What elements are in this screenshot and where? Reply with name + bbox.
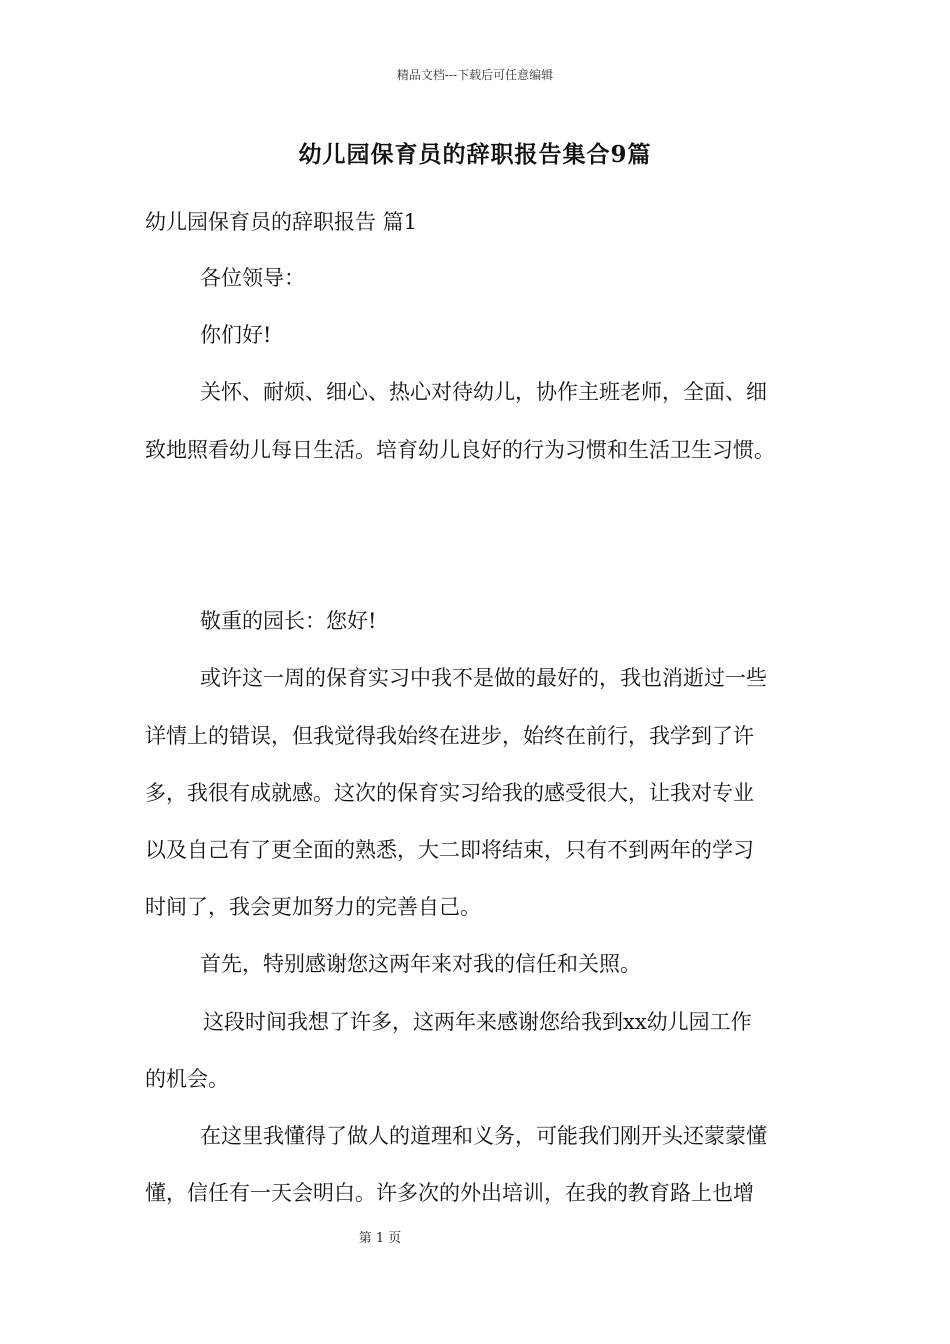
paragraph-line: 致地照看幼儿每日生活。培育幼儿良好的行为习惯和生活卫生习惯。 <box>145 438 775 462</box>
page-header: 精品文档---下载后可任意编辑 <box>396 68 554 82</box>
section-heading: 幼儿园保育员的辞职报告 篇1 <box>145 210 418 234</box>
paragraph-line: 各位领导： <box>200 266 305 290</box>
paragraph-line: 这段时间我想了许多，这两年来感谢您给我到xx幼儿园工作 <box>203 1010 752 1034</box>
paragraph-line: 懂，信任有一天会明白。许多次的外出培训，在我的教育路上也增 <box>145 1181 754 1205</box>
paragraph-line: 详情上的错误，但我觉得我始终在进步，始终在前行，我学到了许 <box>145 724 754 748</box>
page-number: 第 1 页 <box>358 1231 402 1246</box>
paragraph-line: 敬重的园长：您好! <box>200 609 377 633</box>
paragraph-line: 多，我很有成就感。这次的保育实习给我的感受很大，让我对专业 <box>145 781 754 805</box>
paragraph-line: 或许这一周的保育实习中我不是做的最好的，我也消逝过一些 <box>200 666 767 690</box>
paragraph-line: 关怀、耐烦、细心、热心对待幼儿，协作主班老师，全面、细 <box>200 380 767 404</box>
paragraph-line: 首先，特别感谢您这两年来对我的信任和关照。 <box>200 952 641 976</box>
paragraph-line: 你们好! <box>200 323 272 347</box>
document-title: 幼儿园保育员的辞职报告集合9篇 <box>298 141 652 168</box>
paragraph-line: 的机会。 <box>145 1067 229 1091</box>
paragraph-line: 在这里我懂得了做人的道理和义务，可能我们刚开头还蒙蒙懂 <box>200 1124 767 1148</box>
paragraph-line: 时间了，我会更加努力的完善自己。 <box>145 895 481 919</box>
paragraph-line: 以及自己有了更全面的熟悉，大二即将结束，只有不到两年的学习 <box>145 838 754 862</box>
